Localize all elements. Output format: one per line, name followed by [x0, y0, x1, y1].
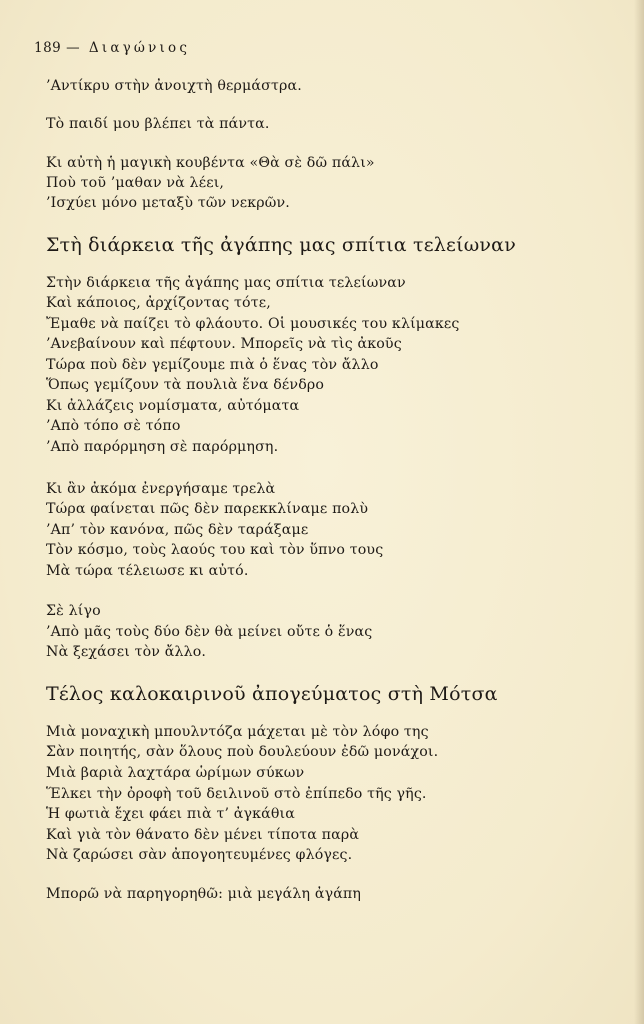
- poem-line: ’Απὸ παρόρμηση σὲ παρόρμηση.: [46, 439, 279, 455]
- poem-line: ’Ισχύει μόνο μεταξὺ τῶν νεκρῶν.: [46, 195, 290, 211]
- poem-line: Καὶ κάποιος, ἀρχίζοντας τότε,: [46, 295, 271, 311]
- poem-line: Κι αὐτὴ ἡ μαγικὴ κουβέντα «Θὰ σὲ δῶ πάλι»: [46, 155, 375, 171]
- poem-line: Σὲ λίγο: [46, 603, 101, 619]
- header-separator: —: [66, 40, 81, 56]
- poem-line: Μιὰ βαριὰ λαχτάρα ὡρίμων σύκων: [46, 765, 305, 781]
- poem-line: Μὰ τώρα τέλειωσε κι αὐτό.: [46, 563, 249, 579]
- poem-line: Μπορῶ νὰ παρηγορηθῶ: μιὰ μεγάλη ἀγάπη: [46, 886, 362, 902]
- poem-line: Τὸ παιδί μου βλέπει τὰ πάντα.: [46, 116, 270, 132]
- poem-line: Ἡ φωτιὰ ἔχει φάει πιὰ τ’ ἀγκάθια: [46, 806, 296, 822]
- poem-line: Τώρα ποὺ δὲν γεμίζουμε πιὰ ὁ ἕνας τὸν ἄλλο: [46, 357, 379, 373]
- journal-name: Διαγώνιος: [88, 40, 191, 56]
- poem-line: Κι ἂν ἀκόμα ἐνεργήσαμε τρελὰ: [46, 481, 276, 497]
- poem-line: Καὶ γιὰ τὸν θάνατο δὲν μένει τίποτα παρὰ: [46, 827, 360, 843]
- poem-line: ’Αντίκρυ στὴν ἀνοιχτὴ θερμάστρα.: [46, 78, 302, 94]
- poem-line: ’Απὸ τόπο σὲ τόπο: [46, 418, 181, 434]
- poem-line: Τὸν κόσμο, τοὺς λαούς του καὶ τὸν ὕπνο τους: [46, 542, 384, 558]
- poem-line: Ποὺ τοῦ ’μαθαν νὰ λέει,: [46, 175, 225, 191]
- poem-line: ’Ανεβαίνουν καὶ πέφτουν. Μπορεῖς νὰ τὶς ἀκοῦς: [46, 336, 402, 352]
- poem-title: Στὴ διάρκεια τῆς ἀγάπης μας σπίτια τελείωναν: [46, 234, 516, 256]
- poem-line: Τώρα φαίνεται πῶς δὲν παρεκκλίναμε πολὺ: [46, 501, 369, 517]
- poem-line: Ἕλκει τὴν ὀροφὴ τοῦ δειλινοῦ στὸ ἐπίπεδο τῆς γῆς.: [46, 786, 427, 802]
- poem-line: Ἔμαθε νὰ παίζει τὸ φλάουτο. Οἱ μουσικές του κλίμακες: [46, 316, 460, 332]
- poem-line: ’Απ’ τὸν κανόνα, πῶς δὲν ταράξαμε: [46, 522, 309, 538]
- poem-line: Στὴν διάρκεια τῆς ἀγάπης μας σπίτια τελείωναν: [46, 275, 406, 291]
- poem-title: Τέλος καλοκαιρινοῦ ἀπογεύματος στὴ Μότσα: [46, 683, 498, 705]
- poem-line: Μιὰ μοναχικὴ μπουλντόζα μάχεται μὲ τὸν λόφο της: [46, 724, 429, 740]
- page-number: 189: [34, 40, 62, 56]
- poem-line: Νὰ ξεχάσει τὸν ἄλλο.: [46, 644, 207, 660]
- poem-line: Σὰν ποιητής, σὰν ὅλους ποὺ δουλεύουν ἐδῶ μονάχοι.: [46, 744, 439, 760]
- poem-line: Νὰ ζαρώσει σὰν ἀπογοητευμένες φλόγες.: [46, 847, 353, 863]
- poem-line: ’Απὸ μᾶς τοὺς δύο δὲν θὰ μείνει οὔτε ὁ ἕνας: [46, 624, 373, 640]
- poem-line: Ὅπως γεμίζουν τὰ πουλιὰ ἕνα δένδρο: [46, 377, 325, 393]
- poem-line: Κι ἀλλάζεις νομίσματα, αὐτόματα: [46, 398, 300, 414]
